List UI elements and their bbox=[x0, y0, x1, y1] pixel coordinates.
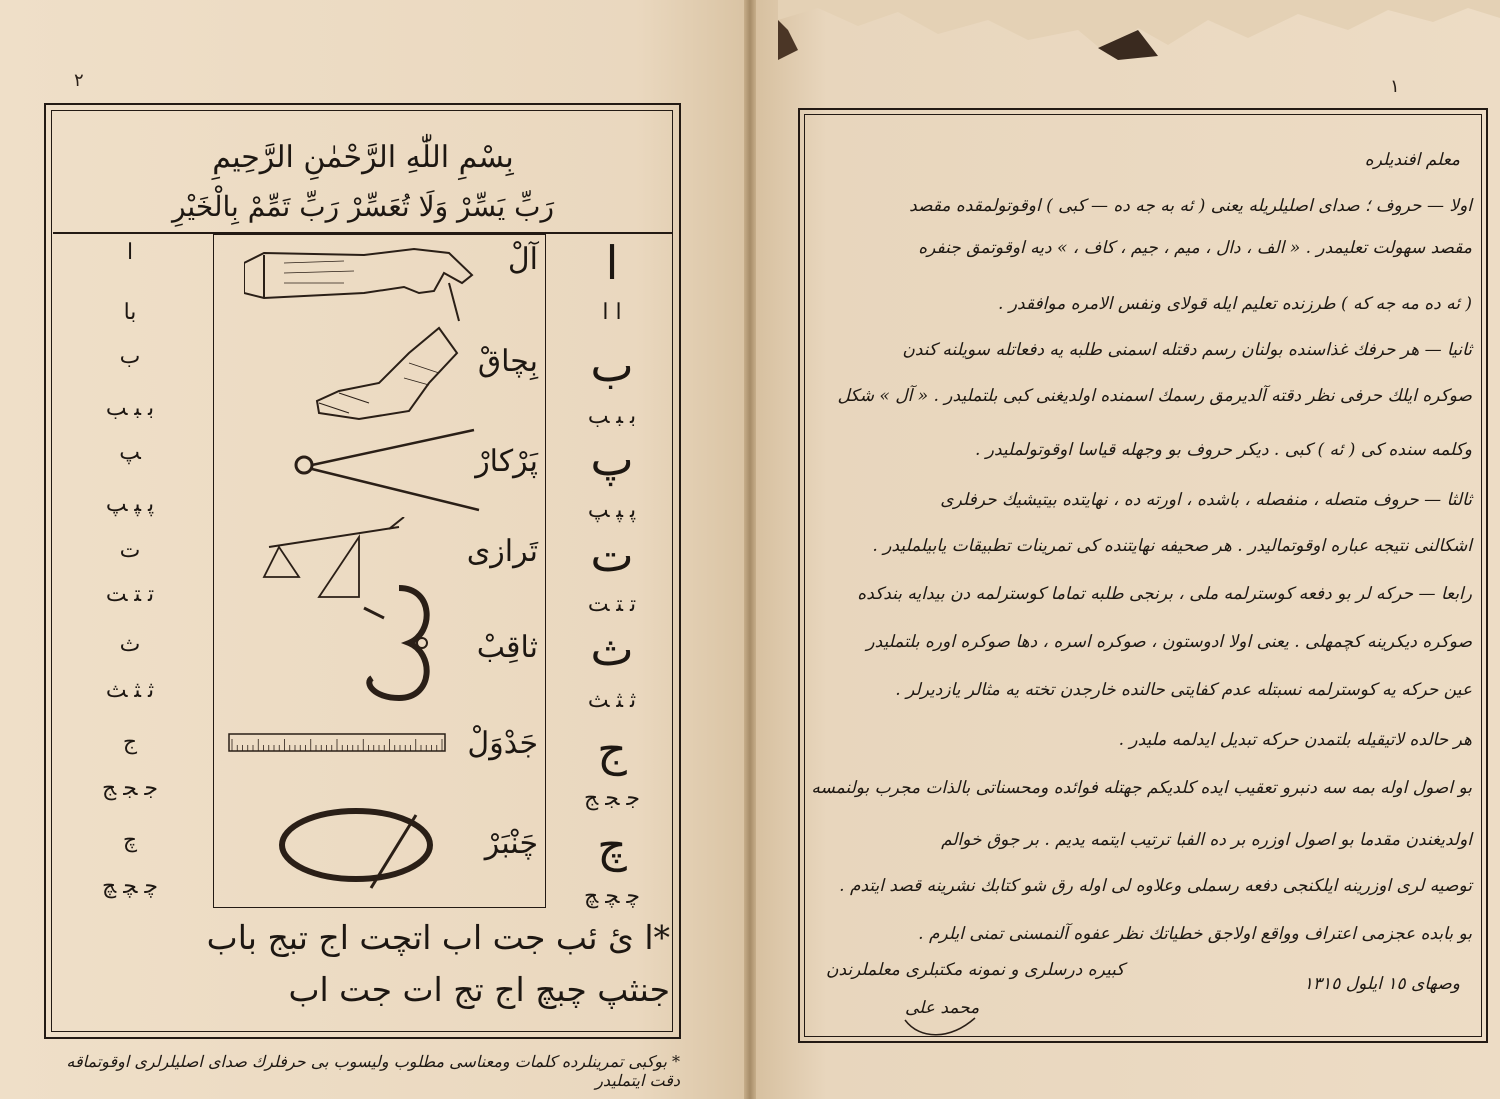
syllable-7b: ﭼ ﭽ ﭻ bbox=[102, 874, 158, 899]
syllable-6b: ﺟ ﺠ ﺞ bbox=[102, 776, 158, 801]
paragraph-line-13: بو اصول اوله بمه سه دنبرو تعقيب ايده كلديكم جهتله فوائده ومحسناتى بالذات مجرب بولنمسه bbox=[811, 778, 1472, 798]
syllable-3b: ﭘ ﭙ ﭗ bbox=[105, 492, 155, 517]
basmala-text: بِسْمِ اللّٰهِ الرَّحْمٰنِ الرَّحِيمِ bbox=[212, 140, 514, 175]
paragraph-line-8: اشكالنى نتيجه عباره اوقوتماليدر . هر صحيفه نهايتنده كى تمرينات تطبيقات يابيلمليدر . bbox=[872, 536, 1472, 556]
closing-date: وصهاى ١٥ ايلول ١٣١٥ bbox=[1303, 974, 1460, 994]
syllable-1b: با bbox=[123, 300, 137, 325]
forms-be: ﺑ ﺒ ﺐ bbox=[587, 404, 637, 429]
syllable-7a: چ bbox=[122, 828, 138, 853]
paragraph-line-9: رابعا — حركه لر بو دفعه كوسترلمه ملى ، برنجى طلبه تماما كوسترلمه دن بيدايه بندكده bbox=[857, 584, 1472, 604]
hoop-illustration bbox=[276, 803, 446, 893]
letter-pe: پ bbox=[590, 432, 634, 486]
syllable-4b: ﺗ ﺘ ﺖ bbox=[105, 582, 155, 607]
word-al: آلْ bbox=[507, 242, 538, 277]
syllable-1a: ا bbox=[126, 240, 134, 265]
prayer-text: رَبِّ يَسِّرْ وَلَا تُعَسِّرْ رَبِّ تَمِّمْ بِالْخَيْرِ bbox=[171, 190, 555, 223]
paragraph-line-7: ثالثا — حروف متصله ، منفصله ، باشده ، اورته ده ، نهايتده بيتيشيك حرفلرى bbox=[940, 490, 1472, 510]
forms-te: ﺗ ﺘ ﺖ bbox=[587, 592, 637, 617]
forms-cim: ﺟ ﺠ ﺞ bbox=[584, 786, 640, 811]
syllable-5a: ث bbox=[119, 632, 141, 657]
syllable-5b: ﺛ ﺜ ﺚ bbox=[105, 678, 155, 703]
paragraph-line-5: صوكره ايلك حرفى نظر دقته آلديرمق رسمك اسمنده اولديغنى كبى بلتمليدر . « آل » شكل bbox=[837, 386, 1472, 406]
torn-edge-decoration bbox=[778, 0, 1500, 60]
page-number-right: ١ bbox=[1390, 76, 1400, 97]
word-sakib: ثاقِبْ bbox=[476, 630, 538, 665]
paragraph-line-14: اولديغندن مقدما بو اصول اوزره بر ده الفبا ترتيب ايتمه يديم . بر جوق خوالم bbox=[941, 830, 1472, 850]
right-page-title: معلم افنديلره bbox=[1364, 150, 1460, 170]
ruler-illustration bbox=[228, 733, 446, 753]
letter-be: ب bbox=[590, 338, 634, 392]
letter-cim: ج bbox=[597, 722, 627, 776]
syllable-6a: ج bbox=[122, 730, 138, 755]
forms-pe: ﭘ ﭙ ﭗ bbox=[587, 498, 637, 523]
illustration-box bbox=[213, 234, 546, 908]
paragraph-line-6: وكلمه سنده كى ( ئه ) كبى . ديكر حروف بو وجهله قياسا اوقوتولمليدر . bbox=[974, 440, 1472, 460]
word-terazi: تَرازى bbox=[466, 534, 538, 569]
paragraph-line-10: صوكره ديكرينه كچمهلى . يعنى اولا ادوستون ، صوكره اسره ، دها صوكره اوره بلتمليدر bbox=[866, 632, 1472, 652]
paragraph-line-3: ( ئه ده مه جه كه ) طرزنده تعليم ايله قولاى ونفس الامره موافقدر . bbox=[998, 294, 1472, 314]
word-cenber: چَنْبَرْ bbox=[484, 826, 538, 861]
paragraph-line-15: توصيه لرى اوزرينه ايلكنجى دفعه رسملى وعلاوه لى اوله رق شو كتابك نشرينه قصد ايتدم . bbox=[839, 876, 1472, 896]
signature-name: محمد على bbox=[905, 998, 980, 1018]
signature-flourish bbox=[900, 1010, 980, 1040]
forms-se: ﺛ ﺜ ﺚ bbox=[587, 688, 637, 713]
footnote: * بوكبى تمرينلرده كلمات ومعناسى مطلوب وليسوب بى حرفلرك صداى اصليلرلرى اوقوتماقه دقت ايتمليدر bbox=[66, 1052, 680, 1090]
page-number-left: ٢ bbox=[74, 70, 84, 91]
letter-alif: ا bbox=[605, 236, 619, 290]
letter-che: چ bbox=[597, 818, 627, 872]
word-bichak: بِچاقْ bbox=[477, 344, 538, 379]
paragraph-line-1: اولا — حروف ؛ صداى اصليلريله يعنى ( ئه به جه ده — كبى ) اوقوتولمقده مقصد bbox=[909, 196, 1472, 216]
paragraph-line-12: هر حالده لاتيقيله بلتمدن حركه تبديل ايدلمه مليدر . bbox=[1118, 730, 1472, 750]
paragraph-line-11: عين حركه يه كوسترلمه نسبتله عدم كفايتى حالنده خارجدن تخته يه مثالر يازديرلر . bbox=[895, 680, 1472, 700]
syllable-2a: ب bbox=[119, 344, 141, 369]
word-pergar: پَرْكارْ bbox=[475, 444, 538, 479]
closing-note: كبيره درسلرى و نمونه مكتبلرى معلملرندن bbox=[826, 960, 1125, 980]
letter-te: ت bbox=[590, 528, 634, 582]
paragraph-line-2: مقصد سهولت تعليمدر . « الف ، دال ، ميم ، جيم ، كاف ، » ديه اوقوتمق جنفره bbox=[918, 238, 1472, 258]
word-cedvel: جَدْوَلْ bbox=[467, 726, 538, 761]
letter-se: ث bbox=[590, 622, 634, 676]
forms-alif: ا ا bbox=[602, 300, 622, 325]
forms-che: ﭼ ﭽ ﭻ bbox=[584, 884, 640, 909]
paragraph-line-16: بو بابده عجزمى اعتراف وواقع اولاجق خطياتك نظر عفوه آلنمسنى تمنى ايلرم . bbox=[918, 924, 1472, 944]
practice-line-2: جنثپ چبچ اج تج ات جت اب bbox=[288, 970, 670, 1009]
syllable-3a: ﭗ bbox=[119, 440, 141, 465]
syllable-4a: ت bbox=[119, 538, 141, 563]
book-gutter bbox=[744, 0, 756, 1099]
paragraph-line-4: ثانيا — هر حرفك غذاسنده بولنان رسم دقتله اسمنى طلبه يه دفعاتله سويلنه كندن bbox=[902, 340, 1472, 360]
practice-line-1: *ا ئ ئب جت اب اتچت اج تبج باب bbox=[206, 918, 670, 957]
syllable-2b: ﺑ ﺒ ﺐ bbox=[105, 396, 155, 421]
